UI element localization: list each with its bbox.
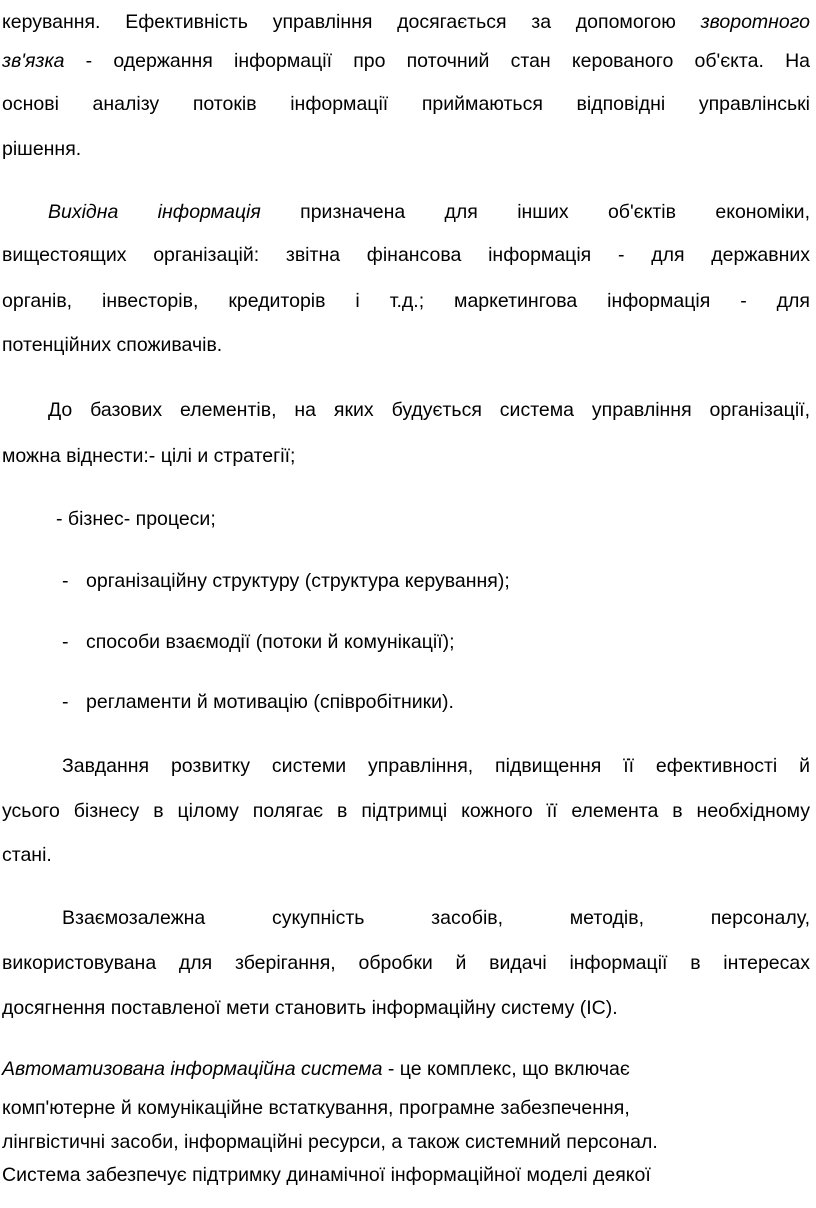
list-dash: - bbox=[62, 570, 69, 592]
list-item-4 bbox=[62, 690, 810, 714]
p6-line-2: комп'ютерне й комунікаційне встаткування, програмне забезпечення, bbox=[2, 1097, 630, 1119]
list-item-2 bbox=[62, 569, 810, 593]
list-dash: - bbox=[62, 691, 69, 713]
list-item-4-text: регламенти й мотивацію (співробітники). bbox=[86, 691, 454, 713]
p5-line-1: Взаємозалежна сукупність засобів, методів, персоналу, bbox=[62, 907, 810, 929]
p5-line-3: досягнення поставленої мети становить інформаційну систему (ІС). bbox=[2, 997, 618, 1019]
p4-line-2: усього бізнесу в цілому полягає в підтримці кожного її елемента в необхідному bbox=[2, 800, 810, 822]
list-item-1: - бізнес- процеси; bbox=[56, 508, 216, 530]
p2-text: призначена для інших об'єктів економіки, bbox=[260, 201, 810, 223]
p1-italic-term: зворотного bbox=[700, 11, 810, 33]
p2-line-3: органів, інвесторів, кредиторів і т.д.; маркетингова інформація - для bbox=[2, 290, 810, 312]
p1-line-3: основі аналізу потоків інформації приймаються відповідні управлінські bbox=[2, 93, 810, 115]
p1-text: керування. Ефективність управління досягається за допомогою bbox=[2, 11, 701, 33]
list-dash: - bbox=[62, 631, 69, 653]
p6-italic-term: Автоматизована інформаційна система bbox=[2, 1058, 383, 1080]
p1-line-1 bbox=[2, 10, 810, 34]
p5-line-2: використовувана для зберігання, обробки й видачі інформації в інтересах bbox=[2, 952, 810, 974]
list-item-3 bbox=[62, 630, 810, 654]
p1-italic-term-2: зв'язка bbox=[2, 50, 65, 72]
p6-line-1 bbox=[2, 1057, 810, 1081]
p2-line-4: потенційних споживачів. bbox=[2, 334, 223, 356]
p1-text-2: - одержання інформації про поточний стан керованого об'єкта. На bbox=[64, 50, 810, 72]
p2-italic-term: Вихідна інформація bbox=[48, 201, 261, 223]
p4-line-3: стані. bbox=[2, 844, 52, 866]
p2-line-2: вищестоящих організацій: звітна фінансова інформація - для державних bbox=[2, 244, 810, 266]
list-item-3-text: способи взаємодії (потоки й комунікації); bbox=[86, 631, 455, 653]
p1-line-4: рішення. bbox=[2, 138, 82, 160]
p6-line-4: Система забезпечує підтримку динамічної інформаційної моделі деякої bbox=[2, 1164, 651, 1186]
p1-line-2 bbox=[2, 49, 810, 73]
p2-line-1 bbox=[48, 200, 810, 224]
p3-line-1: До базових елементів, на яких будується система управління організації, bbox=[48, 399, 810, 421]
p4-line-1: Завдання розвитку системи управління, підвищення її ефективності й bbox=[62, 755, 810, 777]
p3-line-2: можна віднести:- цілі и стратегії; bbox=[2, 445, 296, 467]
p6-line-3: лінгвістичні засоби, інформаційні ресурси, а також системний персонал. bbox=[2, 1131, 658, 1153]
p6-text: - це комплекс, що включає bbox=[382, 1058, 630, 1080]
list-item-2-text: організаційну структуру (структура керування); bbox=[86, 570, 510, 592]
